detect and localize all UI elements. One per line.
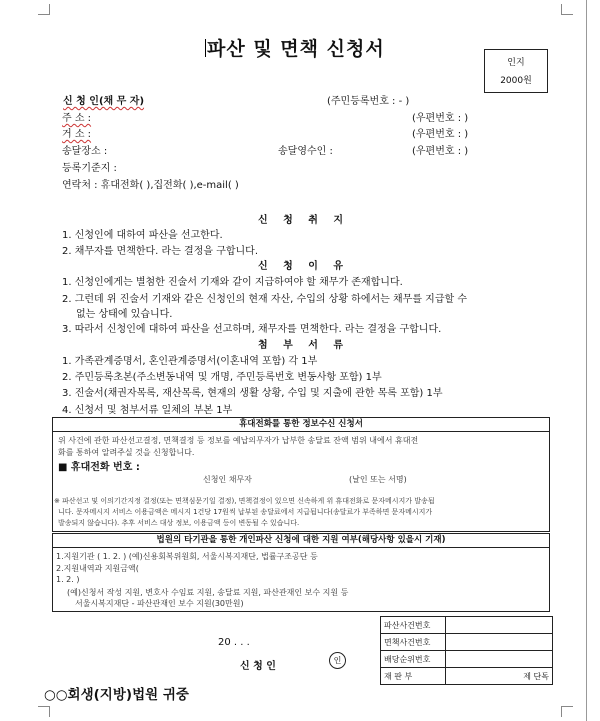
page-title[interactable]: 파산 및 면책 신청서 <box>207 38 385 60</box>
court-name: ○○회생(지방)법원 귀중 <box>44 687 189 703</box>
crop-mark <box>561 706 573 707</box>
sms-box-text: 위 사건에 관한 파산선고결정, 면책결정 등 정보를 예납의무자가 납부한 송달료 잔액 범위 내에서 휴대전 <box>58 436 419 445</box>
support-example: (예)신청서 작성 지원, 변호사 수임료 지원, 송달료 지원, 파산관재인 보수 지원 등 <box>67 588 349 597</box>
attachment-item: 3. 진술서(채권자목록, 재산목록, 현재의 생활 상황, 수입 및 지출에 관한 목록 포함) 1부 <box>62 388 443 399</box>
address-field[interactable]: 주 소 : <box>62 113 92 124</box>
rrn-field[interactable]: (주민등록번호 : - ) <box>327 96 410 107</box>
crop-mark <box>561 14 573 15</box>
attachment-item: 2. 주민등록초본(주소변동내역 및 개명, 주민등록번호 변동사항 포함) 1부 <box>62 372 382 383</box>
support-agency-field[interactable]: 1.지원기관 ( 1. 2. ) (예)신용회복위원회, 서울시복지재단, 법률구조공단 등 <box>56 552 318 561</box>
text-cursor <box>205 39 206 57</box>
delivery-zip-field[interactable]: (우편번호 : ) <box>412 146 469 157</box>
support-example: 서울시복지재단 - 파산관재인 보수 지원(30만원) <box>75 599 244 608</box>
support-box <box>52 533 550 612</box>
table-row <box>381 617 553 634</box>
attachments-heading: 첨 부 서 류 <box>258 340 350 351</box>
table-row <box>381 668 553 685</box>
crop-mark <box>49 4 50 15</box>
attachment-item: 1. 가족관계증명서, 혼인관계증명서(이혼내역 포함) 각 1부 <box>62 356 318 367</box>
crop-mark <box>561 4 562 15</box>
reason-item: 없는 상태에 있습니다. <box>76 309 173 320</box>
purpose-item: 2. 채무자를 면책한다. 라는 결정을 구합니다. <box>62 246 259 257</box>
residence-zip-field[interactable]: (우편번호 : ) <box>412 129 469 140</box>
sms-note: 니다. 문자메시지 서비스 이용금액은 메시지 1건당 17원씩 납부된 송달료에서 지급됩니다(송달료가 부족하면 문자메시지가 <box>58 508 433 516</box>
address-zip-field[interactable]: (우편번호 : ) <box>412 113 469 124</box>
phone-number-field[interactable]: ■ 휴대전화 번호 : <box>58 462 140 473</box>
support-details-field[interactable]: 2.지원내역과 지원금액( <box>56 564 139 573</box>
support-details-line: 1. 2. ) <box>56 575 80 584</box>
case-value-cell[interactable] <box>446 617 553 634</box>
sms-seal-note: (날인 또는 서명) <box>349 475 407 484</box>
sms-note: 발송되지 않습니다). 추후 서비스 대상 정보, 이용금액 등이 변동될 수 있습니다. <box>58 519 300 527</box>
sms-notification-box <box>52 417 550 532</box>
page-right-border <box>586 0 587 721</box>
delivery-recipient-field[interactable]: 송달영수인 : <box>278 146 333 157</box>
stamp-label: 인지 <box>507 58 525 68</box>
stamp-amount: 2000원 <box>500 76 532 86</box>
applicant-label: 신 청 인(채 무 자) <box>63 96 145 107</box>
division-value[interactable]: 제 단독 <box>446 668 553 685</box>
reason-item: 3. 따라서 신청인에 대하여 파산을 선고하며, 채무자를 면책한다. 라는 결정을 구합니다. <box>62 324 442 335</box>
residence-field[interactable]: 거 소 : <box>62 129 92 140</box>
case-number-table <box>380 616 553 685</box>
sms-note: ※ 파산선고 및 이의기간지정 결정(또는 면책심문기일 결정), 면책결정이 있으면 신속하게 위 휴대전화로 문자메시지가 발송됩 <box>54 497 435 505</box>
crop-mark <box>49 706 50 717</box>
division-label: 재 판 부 <box>381 668 446 685</box>
sms-signer: 신청인 채무자 <box>203 475 252 484</box>
attachment-item: 4. 신청서 및 첨부서류 일체의 부본 1부 <box>62 405 233 416</box>
reason-item: 2. 그런데 위 진술서 기재와 같은 신청인의 현재 자산, 수입의 상황 하에서는 채무를 지급할 수 <box>62 294 467 305</box>
date-line[interactable]: 20 . . . <box>218 637 250 648</box>
sms-box-heading: 휴대전화를 통한 정보수신 신청서 <box>53 418 549 432</box>
table-row <box>381 651 553 668</box>
reason-item: 1. 신청인에게는 별첨한 진술서 기재와 같이 지급하여야 할 채무가 존재합니다. <box>62 277 403 288</box>
purpose-item: 1. 신청인에 대하여 파산을 선고한다. <box>62 230 223 241</box>
case-value-cell[interactable] <box>446 634 553 651</box>
support-box-heading: 법원의 타기관을 통한 개인파산 신청에 대한 지원 여부(해당사항 있을시 기재) <box>53 534 549 548</box>
case-label: 면책사건번호 <box>381 634 446 651</box>
purpose-heading: 신 청 취 지 <box>258 215 350 226</box>
revenue-stamp-box <box>484 49 548 93</box>
case-label: 파산사건번호 <box>381 617 446 634</box>
contact-field[interactable]: 연락처 : 휴대전화( ),집전화( ),e-mail( ) <box>62 180 239 191</box>
applicant-signature-label: 신 청 인 <box>240 661 276 672</box>
case-label: 배당순위번호 <box>381 651 446 668</box>
seal-mark: 인 <box>329 652 346 669</box>
registration-base-field[interactable]: 등록기준지 : <box>62 163 117 174</box>
sms-box-text: 화를 통하여 알려주실 것을 신청합니다. <box>58 448 195 457</box>
reason-heading: 신 청 이 유 <box>258 261 350 272</box>
case-value-cell[interactable] <box>446 651 553 668</box>
table-row <box>381 634 553 651</box>
crop-mark <box>561 706 562 717</box>
delivery-place-field[interactable]: 송달장소 : <box>62 146 108 157</box>
